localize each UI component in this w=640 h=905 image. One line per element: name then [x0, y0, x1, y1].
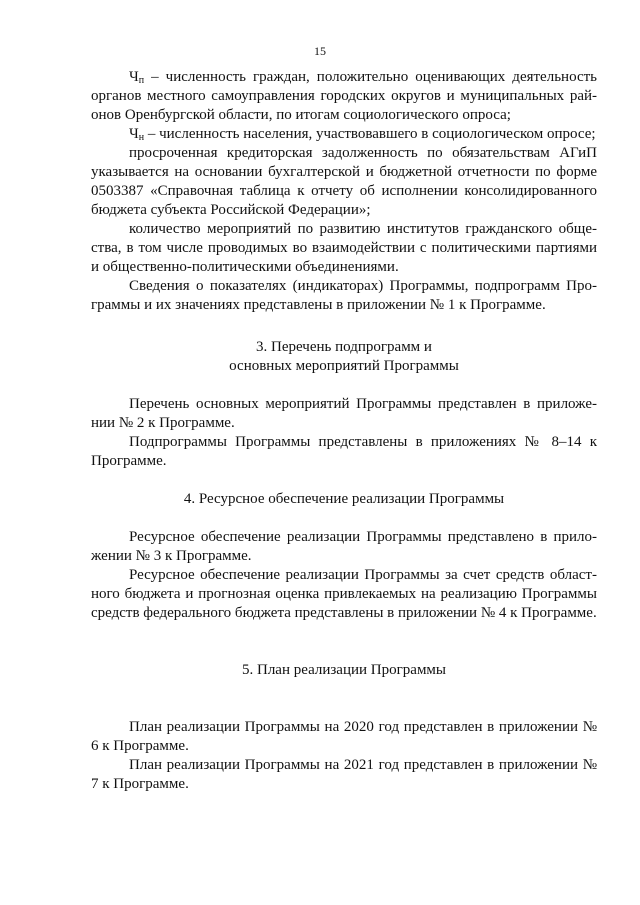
spacer: [91, 315, 597, 338]
spacer: [91, 680, 597, 718]
section-5-paragraph-2: План реализации Программы на 2021 год представлен в приложении № 7 к Программе.: [91, 757, 597, 792]
paragraph-text: – численность населения, участвовавшего в социологическом опросе;: [144, 126, 596, 142]
section-3-paragraph-2: Подпрограммы Программы представлены в приложениях № 8–14 к Программе.: [91, 434, 597, 469]
section-4-paragraph-2: Ресурсное обеспечение реализации Программы за счет средств областного бюджета и прогнозная оценка привлекаемых на реализацию Программы средств федерального бюджета представлены в приложении № 4 к Программе.: [91, 567, 597, 621]
section-3-heading-line-1: 3. Перечень подпрограмм и: [256, 339, 432, 355]
section-4-heading: 4. Ресурсное обеспечение реализации Программы: [183, 491, 505, 507]
spacer: [91, 509, 597, 528]
section-5-paragraph-1: План реализации Программы на 2020 год представлен в приложении № 6 к Программе.: [91, 719, 597, 754]
page-number: 15: [314, 44, 326, 58]
paragraph-civil-society-events: количество мероприятий по развитию институтов гражданского общества, в том числе проводимых во взаимодействии с политическими партиями и общественно-политическими объединениями.: [91, 221, 597, 275]
symbol-subscript-p: п: [138, 75, 145, 86]
paragraph-chn-definition: [91, 125, 597, 144]
paragraph-indicators-info: Сведения о показателях (индикаторах) Программы, подпрограмм Программы и их значениях представлены в приложении № 1 к Программе.: [91, 278, 597, 313]
paragraph-chp-definition: [91, 68, 597, 125]
spacer: [91, 471, 597, 490]
symbol-subscript-n: н: [138, 132, 145, 143]
section-5-heading: 5. План реализации Программы: [241, 662, 447, 678]
symbol-ch: Ч: [129, 126, 139, 142]
spacer: [91, 376, 597, 395]
section-4-paragraph-1: Ресурсное обеспечение реализации Программы представлено в приложении № 3 к Программе.: [91, 529, 597, 564]
paragraph-text: – численность граждан, положительно оценивающих деятельность органов местного самоуправления городских округов и муниципальных районов Оренбургской области, по итогам социологического опроса;: [91, 69, 597, 123]
paragraph-overdue-debt: просроченная кредиторская задолженность по обязательствам АГиП указывается на основании бухгалтерской и бюджетной отчетности по форме 0503387 «Справочная таблица к отчету об исполнении консолидированного бюджета субъекта Российской Федерации»;: [91, 145, 597, 218]
symbol-ch: Ч: [129, 69, 139, 85]
spacer: [91, 623, 597, 661]
section-3-heading-line-2: основных мероприятий Программы: [229, 358, 459, 374]
document-body: [91, 68, 597, 794]
section-3-paragraph-1: Перечень основных мероприятий Программы представлен в приложении № 2 к Программе.: [91, 396, 597, 431]
